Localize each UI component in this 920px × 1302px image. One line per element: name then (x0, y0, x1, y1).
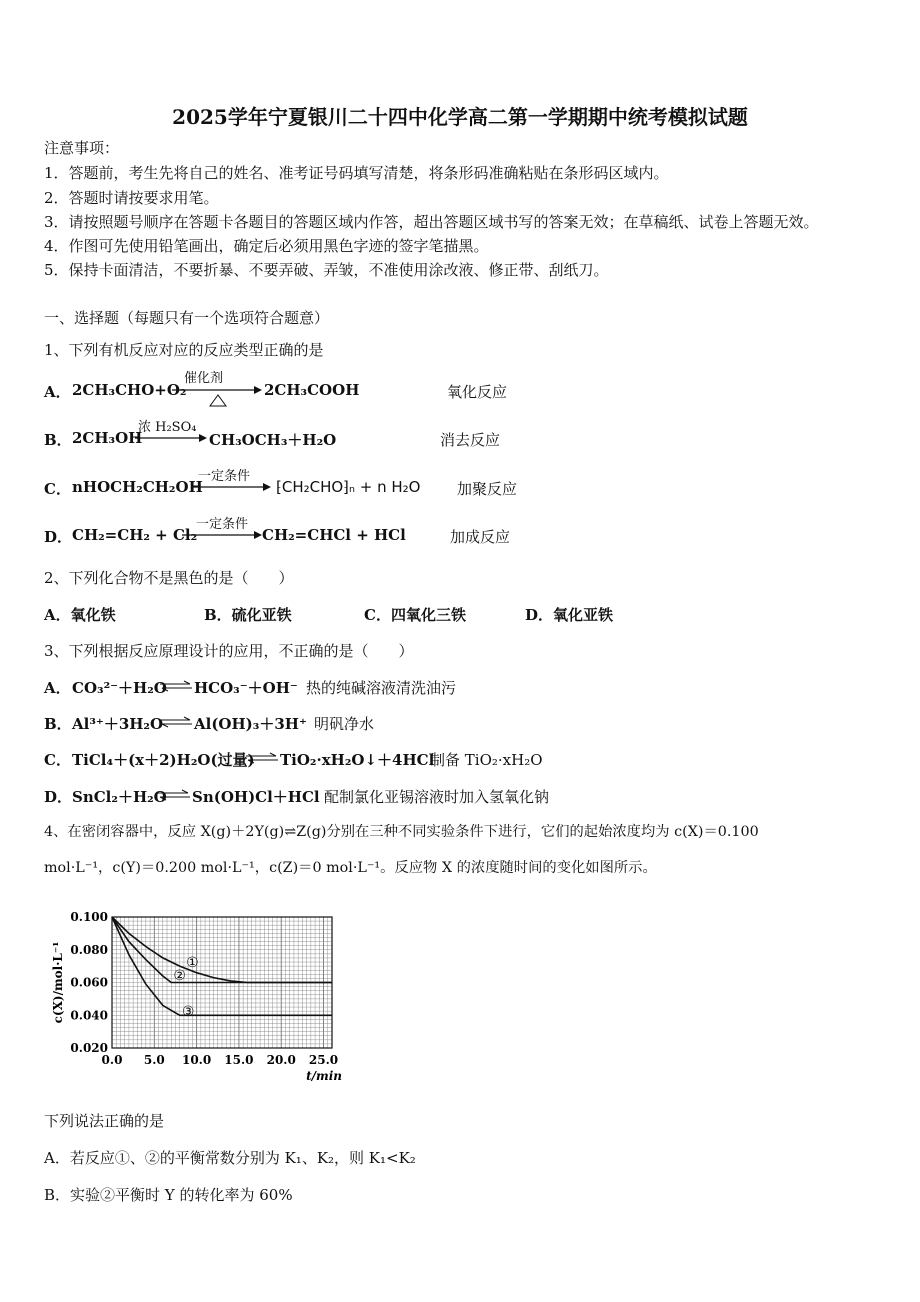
x-tick-label: 10.0 (181, 1053, 212, 1067)
q3-a-label: A． (44, 679, 71, 697)
q3-d-use: 配制氯化亚锡溶液时加入氢氧化钠 (324, 788, 550, 806)
notice-item: 4．作图可先使用铅笔画出，确定后必须用黑色字迹的签字笔描黑。 (44, 237, 489, 255)
q3-d-eq-left: SnCl₂＋H₂O (72, 788, 167, 806)
q3-b-label: B． (44, 715, 72, 733)
notice-item: 3．请按照题号顺序在答题卡各题目的答题区域内作答，超出答题区域书写的答案无效；在草稿纸、试卷上答题无效。 (44, 213, 819, 231)
q1-a-arrow (172, 384, 262, 410)
series-label-3: ③ (181, 1004, 195, 1021)
q1-c-type: 加聚反应 (457, 480, 518, 498)
y-tick-label: 0.060 (70, 975, 108, 990)
q1-d-type: 加成反应 (450, 528, 511, 546)
q1-c-arrow (193, 481, 271, 493)
q4-stem-line2: mol·L⁻¹，c(Y)＝0.200 mol·L⁻¹，c(Z)＝0 mol·L⁻¹。反应物 X 的浓度随时间的变化如图所示。 (44, 860, 657, 876)
q1-c-right: ⁅CH₂CHO⁆ₙ + n H₂O (276, 478, 421, 496)
x-tick-label: 20.0 (266, 1053, 296, 1067)
q3-b-equilibrium-arrow (160, 716, 192, 728)
q1-b-condition: 浓 H₂SO₄ (138, 420, 197, 435)
series-label-1: ① (186, 955, 199, 972)
q2-stem: 2、下列化合物不是黑色的是（ ） (44, 569, 294, 587)
q1-b-right: CH₃OCH₃＋H₂O (209, 431, 337, 449)
q3-c-equilibrium-arrow (246, 752, 278, 764)
notice-item: 1．答题前，考生先将自己的姓名、准考证号码填写清楚，将条形码准确粘贴在条形码区域内。 (44, 164, 669, 182)
q4-option-a: A．若反应①、②的平衡常数分别为 K₁、K₂，则 K₁<K₂ (44, 1149, 416, 1167)
q3-b-eq-right: Al(OH)₃＋3H⁺ (194, 715, 307, 733)
x-tick-label: 15.0 (224, 1053, 254, 1067)
q1-a-left: 2CH₃CHO+O₂ (72, 381, 187, 399)
q3-d-label: D． (44, 788, 73, 806)
y-tick-label: 0.100 (70, 910, 108, 924)
y-tick-label: 0.020 (70, 1041, 108, 1055)
q3-stem: 3、下列根据反应原理设计的应用，不正确的是（ ） (44, 642, 414, 660)
page-title: 2025学年宁夏银川二十四中化学高二第一学期期中统考模拟试题 (172, 105, 748, 129)
q1-a-type: 氧化反应 (447, 383, 508, 401)
y-tick-label: 0.080 (70, 942, 108, 957)
notice-item: 2．答题时请按要求用笔。 (44, 189, 219, 207)
q1-b-type: 消去反应 (440, 431, 501, 449)
q1-a-right: 2CH₃COOH (264, 381, 360, 399)
q2-option-a: A．氧化铁 (44, 606, 116, 624)
x-tick-label: 5.0 (143, 1053, 165, 1067)
q1-stem: 1、下列有机反应对应的反应类型正确的是 (44, 341, 324, 359)
x-axis-label: t/min (306, 1069, 342, 1083)
y-tick-label: 0.040 (70, 1008, 108, 1023)
q1-d-label: D． (44, 528, 73, 546)
q1-b-label: B． (44, 431, 72, 449)
concentration-chart (40, 895, 360, 1095)
q3-c-use: 制备 TiO₂·xH₂O (430, 751, 543, 769)
q1-b-arrow (135, 432, 207, 444)
q3-a-use: 热的纯碱溶液清洗油污 (306, 679, 457, 697)
notice-item: 5．保持卡面清洁，不要折暴、不要弄破、弄皱，不准使用涂改液、修正带、刮纸刀。 (44, 261, 609, 279)
q2-option-d: D．氧化亚铁 (525, 606, 614, 624)
q2-option-c: C．四氧化三铁 (364, 606, 466, 624)
notice-heading: 注意事项： (44, 139, 120, 157)
q2-option-b: B．硫化亚铁 (204, 606, 292, 624)
q3-c-label: C． (44, 751, 71, 769)
q1-d-left: CH₂=CH₂ + Cl₂ (72, 526, 198, 544)
q3-d-equilibrium-arrow (158, 789, 190, 801)
x-tick-label: 25.0 (308, 1053, 339, 1067)
series-label-2: ② (173, 968, 186, 985)
q1-d-condition: 一定条件 (196, 517, 249, 532)
q1-c-left: nHOCH₂CH₂OH (72, 478, 203, 496)
q3-a-eq-right: HCO₃⁻＋OH⁻ (194, 679, 298, 697)
q3-b-eq-left: Al³⁺＋3H₂O (72, 715, 164, 733)
q3-d-eq-right: Sn(OH)Cl＋HCl (192, 788, 320, 806)
q1-c-label: C． (44, 480, 71, 498)
q1-b-left: 2CH₃OH (72, 429, 143, 447)
y-axis-label: c(X)/mol·L⁻¹ (51, 941, 65, 1024)
q3-a-eq-left: CO₃²⁻＋H₂O (72, 679, 167, 697)
x-tick-label: 0.0 (101, 1053, 123, 1067)
q1-a-condition: 催化剂 (184, 371, 224, 386)
q3-c-eq-left: TiCl₄＋(x＋2)H₂O(过量) (72, 751, 255, 769)
q3-c-eq-right: TiO₂·xH₂O↓＋4HCl (280, 751, 435, 769)
q4-option-b: B．实验②平衡时 Y 的转化率为 60% (44, 1186, 293, 1204)
q3-b-use: 明矾净水 (314, 715, 375, 733)
q1-a-label: A． (44, 383, 71, 401)
q1-d-arrow (182, 529, 262, 541)
q3-a-equilibrium-arrow (160, 680, 192, 692)
q1-d-right: CH₂=CHCl + HCl (262, 526, 406, 544)
q4-after: 下列说法正确的是 (44, 1112, 165, 1130)
q1-c-condition: 一定条件 (198, 469, 251, 484)
section-heading: 一、选择题（每题只有一个选项符合题意） (44, 309, 330, 327)
q4-stem-line1: 4、在密闭容器中，反应 X(g)＋2Y(g)⇌Z(g)分别在三种不同实验条件下进行，它们的起始浓度均为 c(X)＝0.100 (44, 824, 759, 840)
